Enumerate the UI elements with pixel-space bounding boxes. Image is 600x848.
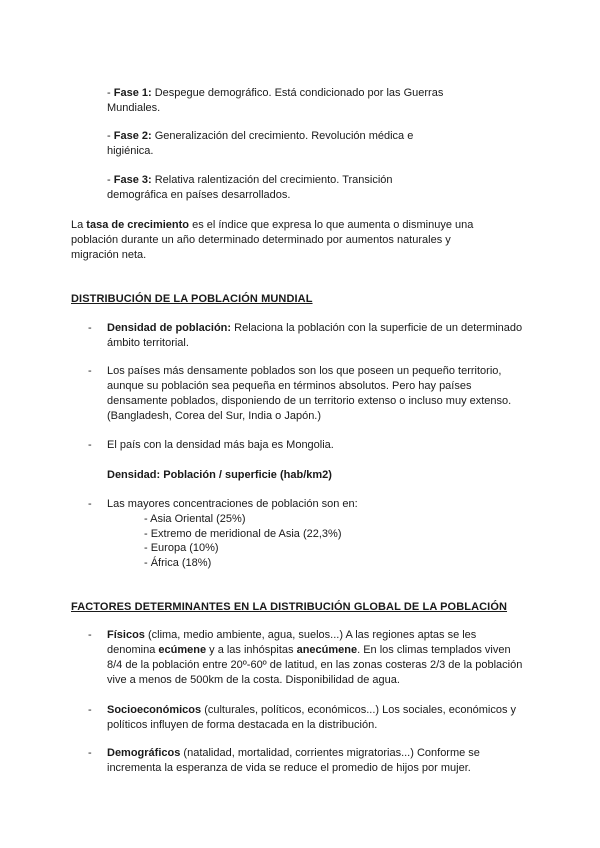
text: (culturales, políticos, económicos...) Los sociales, económicos y — [201, 704, 516, 716]
demo-term: Demográficos — [107, 747, 181, 759]
text: . En los climas templados viven — [357, 644, 511, 656]
bullet-dash: - — [88, 747, 92, 759]
tasa-paragraph — [71, 218, 481, 263]
bullet-text — [107, 746, 567, 776]
phase-text: higiénica. — [107, 145, 154, 157]
phase-dash: - — [107, 87, 114, 99]
text: ámbito territorial. — [107, 337, 189, 349]
phase-text: Despegue demográfico. Está condicionado por las Guerras — [151, 87, 444, 99]
text: 8/4 de la población entre 20º-60º de latitud, en las zonas costeras 2/3 de la población — [107, 659, 523, 671]
text: políticos influyen de forma destacada en la distribución. — [107, 719, 378, 731]
tasa-term: tasa de crecimiento — [86, 219, 190, 231]
fisicos-term: Físicos — [107, 629, 145, 641]
phase-text: Generalización del crecimiento. Revolución médica e — [151, 130, 414, 142]
text: aunque su población sea pequeña en términos absolutos. Pero hay países — [107, 380, 472, 392]
section-heading-distribucion: DISTRIBUCIÓN DE LA POBLACIÓN MUNDIAL — [71, 293, 313, 305]
text: población durante un año determinado determinado por aumentos naturales y — [71, 234, 451, 246]
bullet-dash: - — [88, 322, 92, 334]
bullet-dash: - — [88, 629, 92, 641]
phase-dash: - — [107, 130, 114, 142]
anecumene-term: anecúmene — [296, 644, 358, 656]
ecumene-term: ecúmene — [158, 644, 207, 656]
list-item: - Europa (10%) — [144, 542, 219, 554]
text: Los países más densamente poblados son los que poseen un pequeño territorio, — [107, 365, 502, 377]
phase-text: Relativa ralentización del crecimiento. Transición — [151, 174, 393, 186]
text: vive a menos de 500km de la costa. Disponibilidad de agua. — [107, 674, 400, 686]
phase-label: Fase 2: — [113, 130, 152, 142]
phase-dash: - — [107, 174, 114, 186]
list-item: - África (18%) — [144, 557, 212, 569]
bullet-text: Las mayores concentraciones de población son en: — [107, 498, 358, 510]
bullet-text: El país con la densidad más baja es Mongolia. — [107, 439, 334, 451]
bullet-dash: - — [88, 439, 92, 451]
text: migración neta. — [71, 249, 147, 261]
densidad-term: Densidad de población: — [107, 322, 232, 334]
bullet-text — [107, 703, 567, 733]
text: La — [71, 219, 87, 231]
list-item: - Extremo de meridional de Asia (22,3%) — [144, 528, 342, 540]
text: (natalidad, mortalidad, corrientes migratorias...) Conforme se — [180, 747, 480, 759]
density-formula: Densidad: Población / superficie (hab/km2) — [107, 469, 332, 481]
bullet-dash: - — [88, 498, 92, 510]
bullet-text — [107, 321, 547, 351]
text: incrementa la esperanza de vida se reduce el promedio de hijos por mujer. — [107, 762, 471, 774]
bullet-text — [107, 628, 567, 688]
phase-label: Fase 3: — [113, 174, 152, 186]
text: y a las inhóspitas — [206, 644, 297, 656]
text: Relaciona la población con la superficie de un determinado — [231, 322, 523, 334]
text: (clima, medio ambiente, agua, suelos...) A las regiones aptas se les — [144, 629, 477, 641]
phase-text: Mundiales. — [107, 102, 161, 114]
socio-term: Socioeconómicos — [107, 704, 202, 716]
text: (Bangladesh, Corea del Sur, India o Japón.) — [107, 410, 322, 422]
phase-1 — [107, 86, 467, 116]
text: denomina — [107, 644, 159, 656]
bullet-dash: - — [88, 365, 92, 377]
bullet-text — [107, 364, 547, 424]
text: es el índice que expresa lo que aumenta o disminuye una — [189, 219, 474, 231]
phase-2 — [107, 129, 467, 159]
phase-3 — [107, 173, 467, 203]
phase-text: demográfica en países desarrollados. — [107, 189, 291, 201]
phase-label: Fase 1: — [113, 87, 152, 99]
list-item: - Asia Oriental (25%) — [144, 513, 246, 525]
bullet-dash: - — [88, 704, 92, 716]
text: densamente poblados, disponiendo de un territorio extenso o incluso muy extenso. — [107, 395, 512, 407]
section-heading-factores: FACTORES DETERMINANTES EN LA DISTRIBUCIÓN GLOBAL DE LA POBLACIÓN — [71, 601, 508, 613]
